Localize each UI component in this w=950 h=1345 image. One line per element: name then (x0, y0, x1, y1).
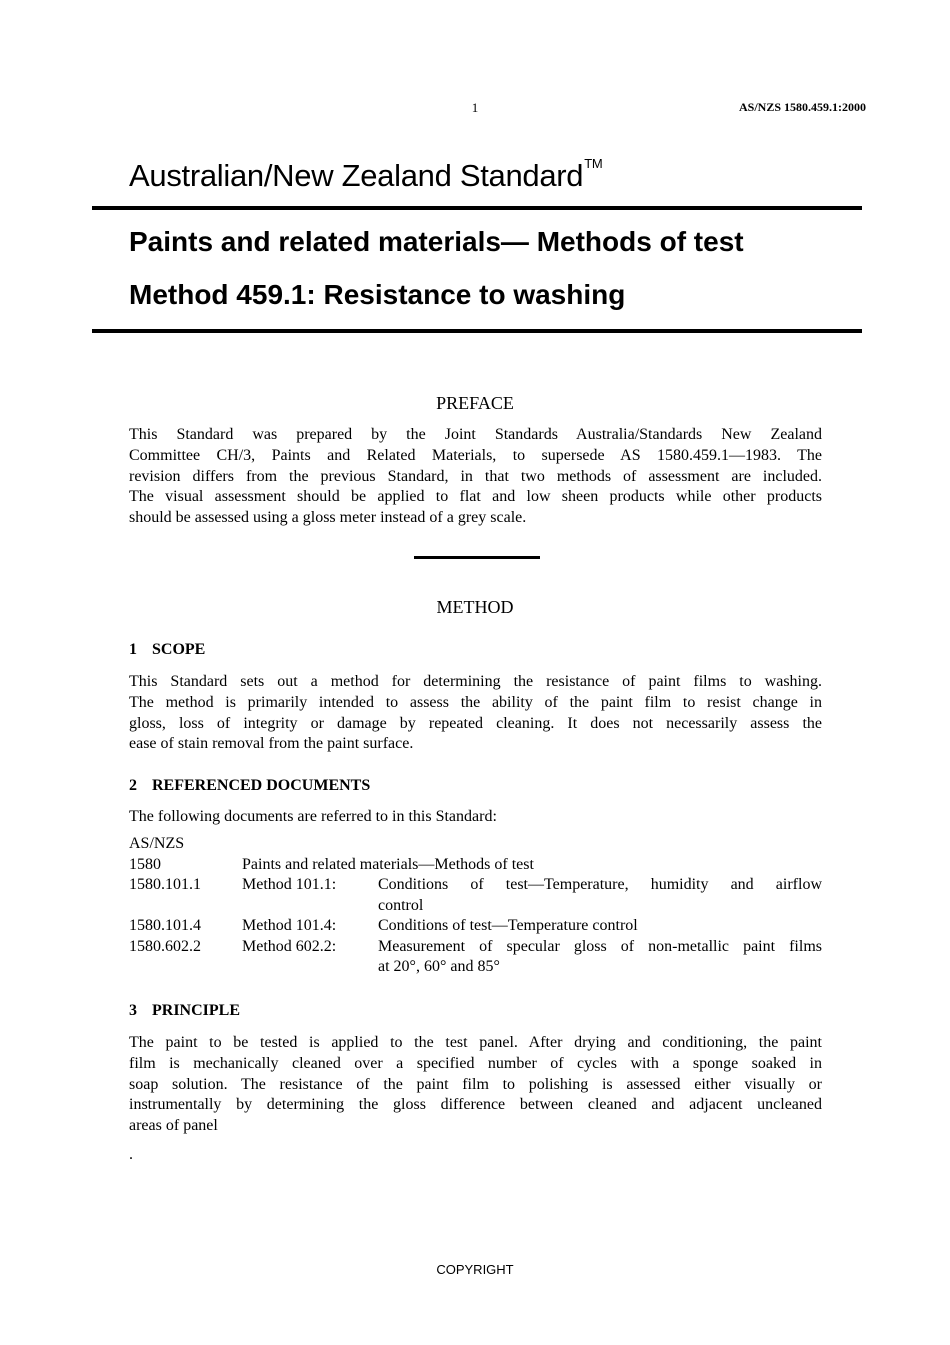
principle-paragraph (129, 1033, 822, 1137)
standard-reference: AS/NZS 1580.459.1:2000 (738, 100, 866, 114)
table-row (129, 875, 822, 916)
principle-line: soap solution. The resistance of the paint film to polishing is assessed either visually or (129, 1075, 822, 1093)
series-label: AS/NZS (129, 835, 185, 852)
document-title: Paints and related materials—Methods of test (242, 855, 534, 873)
section-number: 2 (129, 777, 137, 794)
title-rule-top (92, 206, 862, 210)
document-code: 1580.602.2 (129, 937, 201, 955)
standard-brand (129, 158, 602, 194)
trademark-mark: TM (584, 156, 603, 171)
document-title-line: at 20°, 60° and 85° (378, 958, 500, 975)
referenced-documents-heading (129, 777, 370, 795)
section-title: REFERENCED DOCUMENTS (152, 777, 371, 794)
section-title: SCOPE (152, 641, 206, 658)
principle-line: areas of panel (129, 1117, 218, 1135)
document-title-line: Conditions of test—Temperature control (378, 917, 638, 934)
scope-line: This Standard sets out a method for determining the resistance of paint films to washing. (129, 673, 822, 690)
preface-line: revision differs from the previous Standard, in that two methods of assessment are included. (129, 467, 822, 485)
section-number: 1 (129, 641, 137, 658)
preface-paragraph (129, 425, 822, 529)
principle-line: instrumentally by determining the gloss difference between cleaned and adjacent uncleaned (129, 1096, 822, 1114)
principle-heading (129, 1002, 240, 1020)
document-title (378, 937, 822, 978)
page-number: 1 (471, 100, 479, 115)
preface-line: should be assessed using a gloss meter instead of a grey scale. (129, 509, 527, 527)
document-title (378, 916, 822, 937)
scope-paragraph (129, 672, 822, 755)
document-title-line: Measurement of specular gloss of non-metallic paint films (378, 937, 822, 955)
section-divider (414, 556, 540, 559)
document-title (378, 875, 822, 916)
preface-line: Committee CH/3, Paints and Related Materials, to supersede AS 1580.459.1—1983. The (129, 446, 822, 464)
document-method: Method 101.4: (242, 917, 337, 934)
table-row (129, 916, 822, 937)
preface-line: This Standard was prepared by the Joint Standards Australia/Standards New Zealand (129, 426, 822, 443)
preface-line: The visual assessment should be applied to flat and low sheen products while other products (129, 488, 822, 506)
section-number: 3 (129, 1002, 137, 1019)
document-title-line: control (378, 896, 424, 914)
document-code: 1580.101.4 (129, 917, 201, 934)
table-row (129, 937, 822, 978)
scope-line: ease of stain removal from the paint surface. (129, 735, 414, 753)
principle-line: film is mechanically cleaned over a specified number of cycles with a sponge soaked in (129, 1054, 822, 1072)
document-code: 1580 (129, 855, 161, 873)
copyright-footer: COPYRIGHT (436, 1262, 514, 1277)
method-heading: METHOD (436, 597, 514, 617)
principle-line: The paint to be tested is applied to the test panel. After drying and conditioning, the paint (129, 1034, 822, 1051)
scope-line: The method is primarily intended to assess the ability of the paint film to resist change in (129, 693, 822, 711)
trailing-period: . (129, 1146, 133, 1163)
document-method: Method 602.2: (242, 937, 337, 955)
title-line-1: Paints and related materials— Methods of test (129, 226, 744, 257)
referenced-documents-intro: The following documents are referred to in this Standard: (129, 808, 497, 825)
section-title: PRINCIPLE (152, 1002, 241, 1019)
document-code: 1580.101.1 (129, 876, 201, 893)
brand-text: Australian/New Zealand Standard (129, 158, 584, 193)
title-line-2: Method 459.1: Resistance to washing (129, 279, 626, 310)
document-method: Method 101.1: (242, 876, 337, 893)
document-title-line: Conditions of test—Temperature, humidity and airflow (378, 876, 822, 893)
title-rule-bottom (92, 329, 862, 333)
scope-line: gloss, loss of integrity or damage by repeated cleaning. It does not necessarily assess the (129, 714, 822, 732)
scope-heading (129, 641, 205, 659)
table-row (129, 855, 822, 876)
preface-heading: PREFACE (436, 393, 514, 413)
series-label-row (129, 834, 822, 855)
referenced-documents-table (129, 834, 822, 978)
